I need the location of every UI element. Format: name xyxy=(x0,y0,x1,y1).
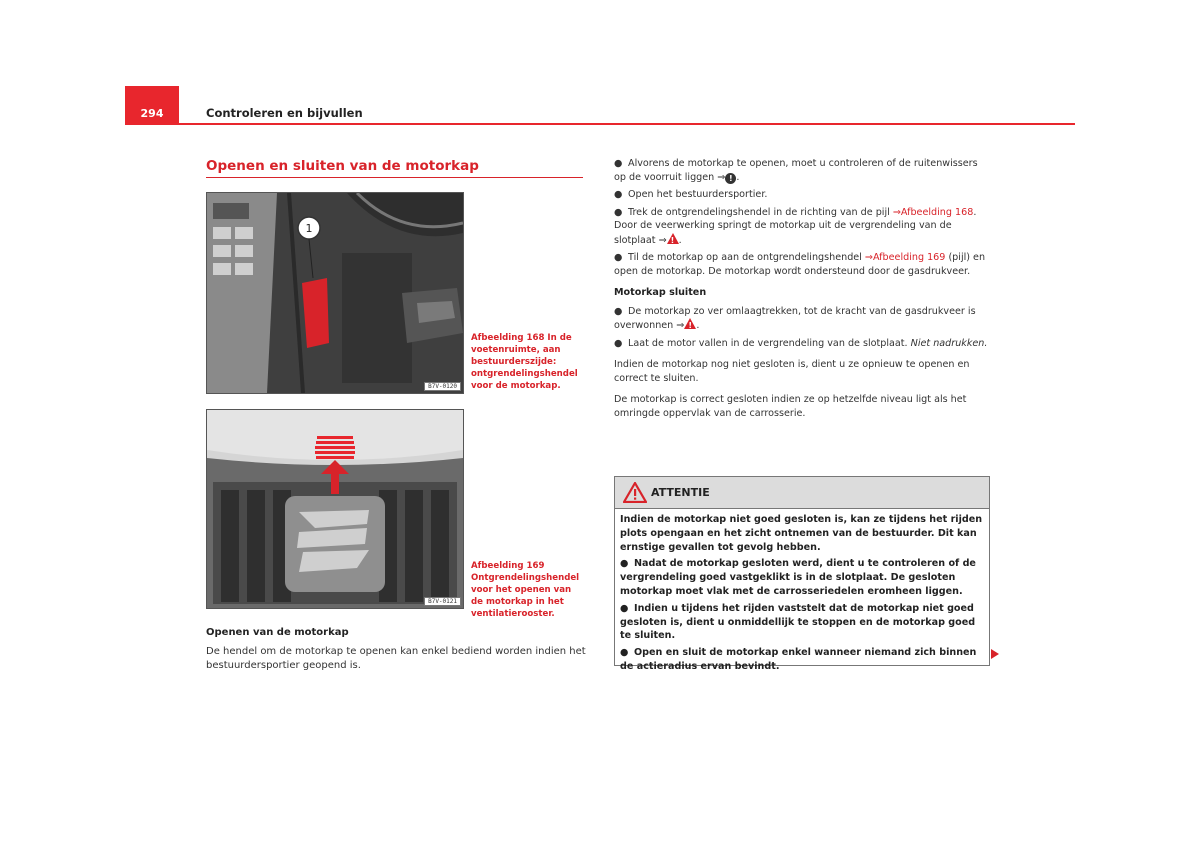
closing-paragraph-2: De motorkap is correct gesloten indien ze op hetzelfde niveau ligt als het omringde oppervlak van de carrosserie. xyxy=(614,394,967,419)
open-step-1: ● Alvorens de motorkap te openen, moet u controleren of de ruitenwissers op de voorruit liggen ⇒ ! . xyxy=(614,158,978,183)
warning-title: ATTENTIE xyxy=(651,486,710,499)
opening-heading: Openen van de motorkap xyxy=(206,627,349,638)
section-title: Openen en sluiten van de motorkap xyxy=(206,158,479,174)
close-step-1: ● De motorkap zo ver omlaagtrekken, tot de kracht van de gasdrukveer is overwonnen ⇒! . xyxy=(614,305,989,333)
warning-icon xyxy=(684,318,696,329)
figure-169-grille xyxy=(206,409,464,609)
info-icon: ! xyxy=(725,173,736,184)
warning-item: ● Open en sluit de motorkap enkel wanneer niemand zich binnen de actieradius ervan bevindt. xyxy=(620,647,977,672)
closing-heading: Motorkap sluiten xyxy=(614,287,707,298)
warning-icon xyxy=(667,233,679,244)
figure-168-link[interactable]: ⇒Afbeelding 168 xyxy=(892,206,974,218)
figure-168-code: B7V-0120 xyxy=(424,382,461,391)
warning-box xyxy=(614,476,990,672)
chapter-title: Controleren en bijvullen xyxy=(206,106,363,120)
figure-168-callout: 1 xyxy=(305,222,313,235)
warning-item: ● Indien u tijdens het rijden vaststelt dat de motorkap niet goed gesloten is, dient u onmiddellijk te stoppen en de motorkap goed te sluiten. xyxy=(620,602,976,642)
grille-illustration xyxy=(207,410,463,608)
open-step-3: ● Trek de ontgrendelingshendel in de richting van de pijl ⇒Afbeelding 168. Door de veerwerking springt de motorkap uit de vergrendeling van de slotplaat ⇒! . xyxy=(614,206,989,248)
warning-triangle-icon xyxy=(623,482,647,503)
header-rule xyxy=(125,123,1075,125)
opening-text: De hendel om de motorkap te openen kan enkel bediend worden indien het bestuurdersportier geopend is. xyxy=(206,646,586,671)
figure-168-caption: Afbeelding 168 In de voetenruimte, aan bestuurderszijde: ontgrendelingshendel voor de motorkap. xyxy=(471,333,578,391)
open-step-4: ● Til de motorkap op aan de ontgrendelingshendel ⇒Afbeelding 169 (pijl) en open de motorkap. De motorkap wordt ondersteund door de gasdrukveer. xyxy=(614,252,986,277)
figure-169-link[interactable]: ⇒Afbeelding 169 xyxy=(864,252,946,263)
page-number: 294 xyxy=(140,107,164,120)
figure-169-code: B7V-0121 xyxy=(424,597,461,606)
open-step-2: ● Open het bestuurdersportier. xyxy=(614,189,768,200)
section-rule xyxy=(206,177,583,178)
warning-item: ● Nadat de motorkap gesloten werd, dient u te controleren of de vergrendeling goed vastgeklikt is in de slotplaat. De gesloten motorkap moet vlak met de carrosseriedelen eromheen liggen. xyxy=(620,558,976,597)
warning-body xyxy=(615,509,989,674)
closing-paragraph-1: Indien de motorkap nog niet gesloten is, dient u ze opnieuw te openen en correct te sluiten. xyxy=(614,359,970,384)
instructions-column xyxy=(614,157,989,420)
footwell-illustration xyxy=(207,193,463,393)
close-step-2: ● Laat de motor vallen in de vergrendeling van de slotplaat. Niet nadrukken. xyxy=(614,337,988,349)
figure-168-footwell xyxy=(206,192,464,394)
warning-header xyxy=(615,477,989,509)
continue-arrow-icon xyxy=(991,649,999,659)
warning-intro: Indien de motorkap niet goed gesloten is, kan ze tijdens het rijden plots opengaan en het zicht ontnemen van de bestuurder. Dit kan ernstige gevallen tot gevolg hebben. xyxy=(620,514,983,553)
figure-169-caption: Afbeelding 169 Ontgrendelingshendel voor het openen van de motorkap in het ventilatierooster. xyxy=(471,561,580,619)
